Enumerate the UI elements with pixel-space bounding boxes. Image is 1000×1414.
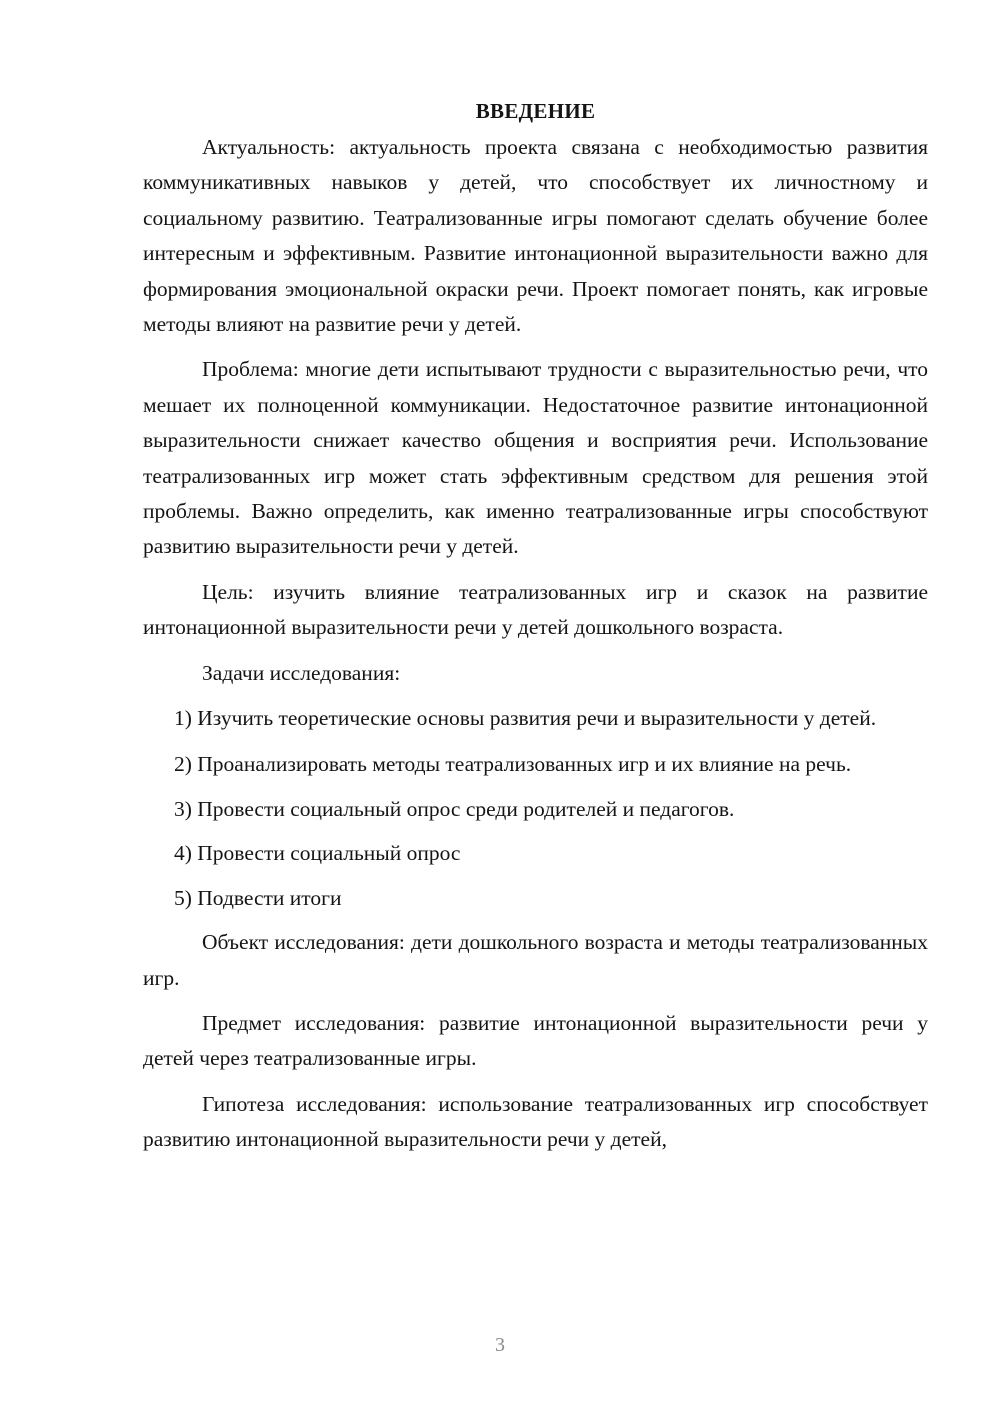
task-item-2: 2) Проанализировать методы театрализованных игр и их влияние на речь. bbox=[174, 751, 852, 776]
task-item-4: 4) Провести социальный опрос bbox=[174, 841, 461, 866]
paragraph-tasks-heading: Задачи исследования: bbox=[202, 660, 401, 685]
paragraph-goal: Цель: изучить влияние театрализованных игр и сказок на развитие интонационной выразительности речи у детей дошкольного возраста. bbox=[143, 579, 928, 640]
task-item-3: 3) Провести социальный опрос среди родителей и педагогов. bbox=[174, 796, 735, 821]
document-page bbox=[143, 96, 928, 1168]
task-item-5: 5) Подвести итоги bbox=[174, 885, 342, 910]
paragraph-problem: Проблема: многие дети испытывают трудности с выразительностью речи, что мешает их полноценной коммуникации. Недостаточное развитие интонационной выразительности снижает качество общения и восприятия речи. Использование театрализованных игр может стать эффективным средством для решения этой проблемы. Важно определить, как именно театрализованные игры способствуют развитию выразительности речи у детей. bbox=[143, 357, 928, 559]
paragraph-object: Объект исследования: дети дошкольного возраста и методы театрализованных игр. bbox=[143, 930, 928, 990]
paragraph-relevance: Актуальность: актуальность проекта связана с необходимостью развития коммуникативных навыков у детей, что способствует их личностному и социальному развитию. Театрализованные игры помогают сделать обучение более интересным и эффективным. Развитие интонационной выразительности важно для формирования эмоциональной окраски речи. Проект помогает понять, как игровые методы влияют на развитие речи у детей. bbox=[143, 135, 928, 337]
paragraph-hypothesis: Гипотеза исследования: использование театрализованных игр способствует развитию интонационной выразительности речи у детей, bbox=[143, 1091, 928, 1152]
task-item-1: 1) Изучить теоретические основы развития речи и выразительности у детей. bbox=[174, 706, 877, 731]
section-title: ВВЕДЕНИЕ bbox=[475, 99, 596, 123]
paragraph-subject: Предмет исследования: развитие интонационной выразительности речи у детей через театрализованные игры. bbox=[143, 1010, 928, 1071]
page-number: 3 bbox=[495, 1334, 505, 1356]
